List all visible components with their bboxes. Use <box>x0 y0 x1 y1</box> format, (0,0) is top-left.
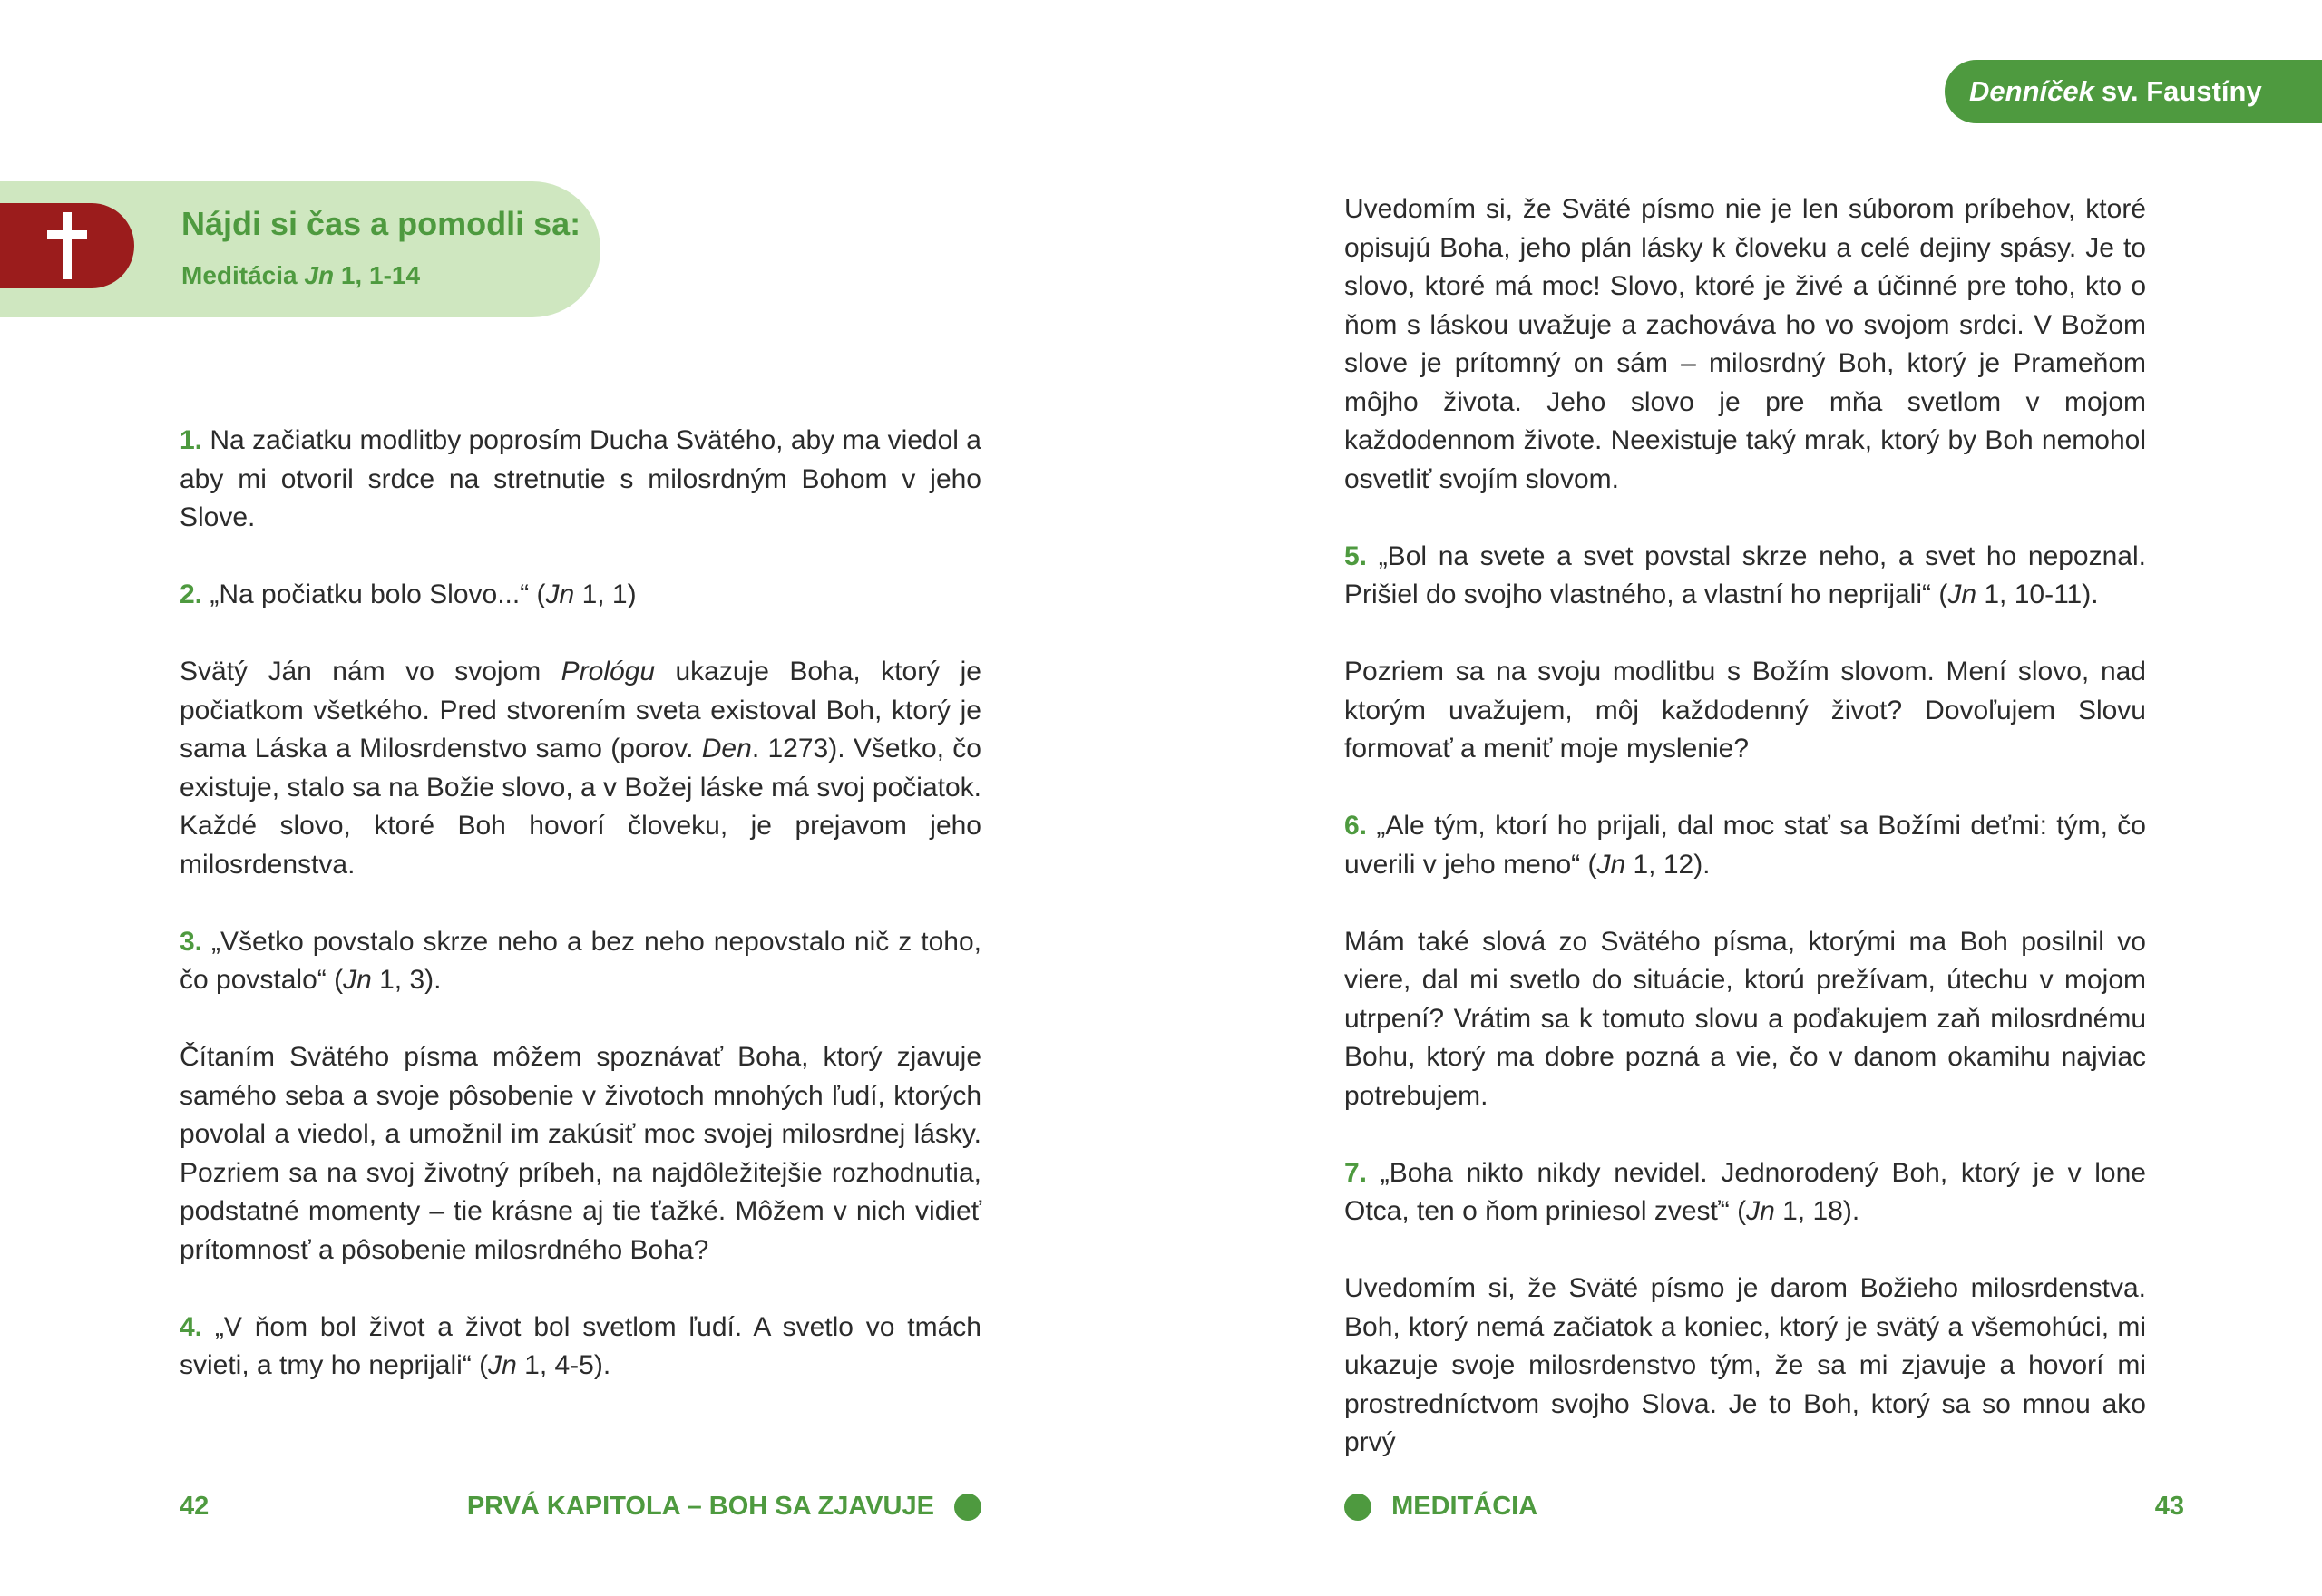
paragraph: 6. „Ale tým, ktorí ho prijali, dal moc stať sa Božími deťmi: tým, čo uverili v jeho meno“ (Jn 1, 12). <box>1344 811 2146 880</box>
paragraph: 1. Na začiatku modlitby poprosím Ducha Svätého, aby ma viedol a aby mi otvoril srdce na stretnutie s milosrdným Bohom v jeho Slove. <box>180 425 981 532</box>
paragraph: Uvedomím si, že Sväté písmo nie je len súborom príbehov, ktoré opisujú Boha, jeho plán lásky k človeku a celé dejiny spásy. Je to slovo, ktoré má moc! Slovo, ktoré je živé a účinné pre toho, kto o ňom s láskou uvažuje a zachováva ho vo svojom srdci. V Božom slove je prítomný on sám – milosrdný Boh, ktorý je Prameňom môjho života. Jeho slovo je pre mňa svetlom v mojom každodennom živote. Neexistuje taký mrak, ktorý by Boh nemohol osvetliť svojím slovom. <box>1344 194 2146 494</box>
cross-badge <box>0 203 134 288</box>
page-number: 43 <box>2154 1492 2184 1521</box>
cross-icon <box>47 212 87 279</box>
paragraph: 5. „Bol na svete a svet povstal skrze neho, a svet ho nepoznal. Prišiel do svojho vlastného, a vlastní ho neprijali“ (Jn 1, 10-11). <box>1344 540 2146 609</box>
paragraph: 3. „Všetko povstalo skrze neho a bez neho nepovstalo nič z toho, čo povstalo“ (Jn 1, 3). <box>180 926 981 995</box>
paragraph: Svätý Ján nám vo svojom Prológu ukazuje Boha, ktorý je počiatkom všetkého. Pred stvorením sveta existoval Boh, ktorý je sama Láska a Milosrdenstvo samo (porov. Den. 1273). Všetko, čo existuje, stalo sa na Božie slovo, a v Božej láske má svoj počiatok. Každé slovo, ktoré Boh hovorí človeku, je prejavom jeho milosrdenstva. <box>180 657 981 880</box>
point-number: 3. <box>180 926 203 957</box>
point-number: 2. <box>180 579 203 609</box>
footer-dot-icon <box>954 1494 981 1521</box>
prayer-subtitle: Meditácia Jn 1, 1-14 <box>181 261 421 289</box>
point-number: 4. <box>180 1311 203 1342</box>
page-number: 42 <box>180 1492 210 1521</box>
point-number: 1. <box>180 425 203 455</box>
book-title-tab: Denníček sv. Faustíny <box>1945 60 2322 123</box>
paragraph: Uvedomím si, že Sväté písmo je darom Božieho milosrdenstva. Boh, ktorý nemá začiatok a koniec, ktorý je svätý a všemohúci, mi ukazuje svoje milosrdenstvo tým, že sa mi zjavuje a hovorí mi prostredníctvom svojho Slova. Je to Boh, ktorý sa so mnou ako prvý <box>1344 1273 2146 1457</box>
paragraph: Mám také slová zo Svätého písma, ktorými ma Boh posilnil vo viere, dal mi svetlo do situácie, ktorú prežívam, útechu v mojom utrpení? Vrátim sa k tomuto slovu a poďakujem zaň milosrdnému Bohu, ktorý ma dobre pozná a vie, čo v danom okamihu najviac potrebujem. <box>1344 926 2146 1111</box>
paragraph: 7. „Boha nikto nikdy nevidel. Jednorodený Boh, ktorý je v lone Otca, ten o ňom priniesol zvesť“ (Jn 1, 18). <box>1344 1157 2146 1226</box>
right-text-column <box>1344 190 2146 1463</box>
footer-dot-icon <box>1344 1494 1371 1521</box>
paragraph: Pozriem sa na svoju modlitbu s Božím slovom. Mení slovo, nad ktorým uvažujem, môj každodenný život? Dovoľujem Slovu formovať a meniť moje myslenie? <box>1344 657 2146 764</box>
right-page <box>1161 0 2322 1596</box>
prayer-title: Nájdi si čas a pomodli sa: <box>181 205 581 242</box>
left-text-column <box>180 422 981 1424</box>
point-number: 5. <box>1344 540 1368 571</box>
chapter-footer: PRVÁ KAPITOLA – BOH SA ZJAVUJE <box>467 1492 981 1522</box>
point-number: 6. <box>1344 811 1368 841</box>
paragraph: Čítaním Svätého písma môžem spoznávať Boha, ktorý zjavuje samého seba a svoje pôsobenie v životoch mnohých ľudí, ktorých povolal a viedol, a umožnil im zakúsiť moc svojej milosrdnej lásky. Pozriem sa na svoj životný príbeh, na najdôležitejšie rozhodnutia, podstatné momenty – tie krásne aj tie ťažké. Môžem v nich vidieť prítomnosť a pôsobenie milosrdného Boha? <box>180 1042 981 1265</box>
section-footer: MEDITÁCIA <box>1344 1492 1537 1522</box>
paragraph: 2. „Na počiatku bolo Slovo...“ (Jn 1, 1) <box>180 579 637 609</box>
paragraph: 4. „V ňom bol život a život bol svetlom ľudí. A svetlo vo tmách svieti, a tmy ho neprijali“ (Jn 1, 4-5). <box>180 1311 981 1380</box>
point-number: 7. <box>1344 1157 1368 1188</box>
